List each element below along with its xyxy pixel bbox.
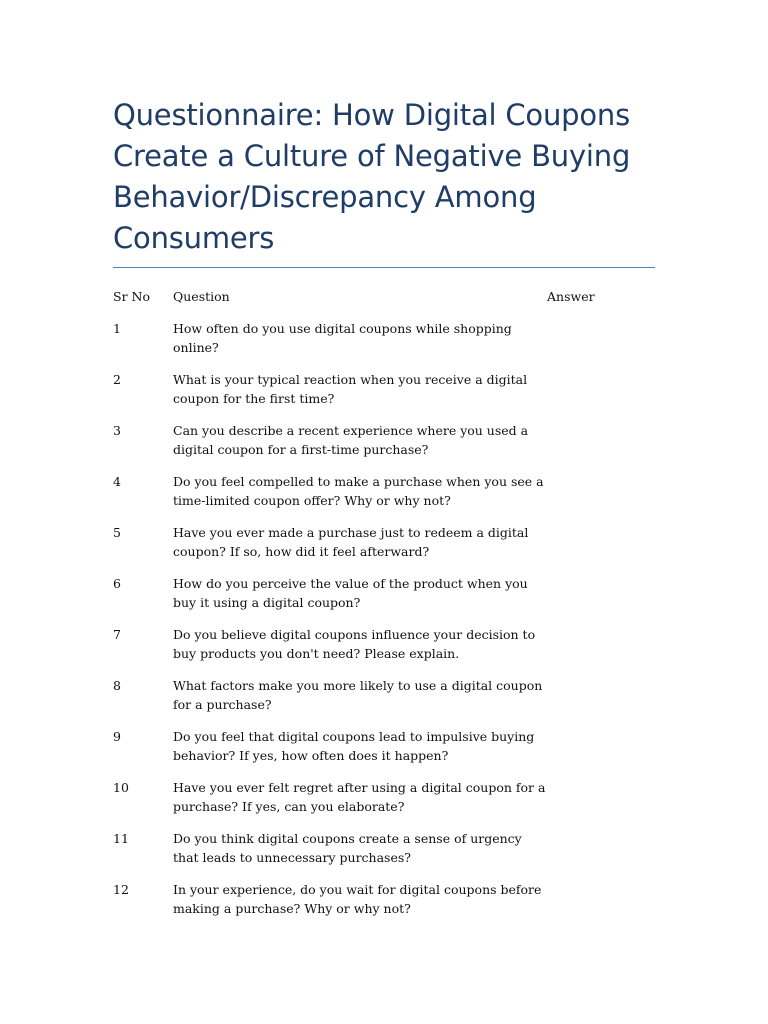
- row-question: Do you think digital coupons create a sense of urgency that leads to unnecessary purchases?: [173, 830, 522, 865]
- row-question: Do you feel compelled to make a purchase when you see a time-limited coupon offer? Why or why not?: [173, 473, 544, 508]
- row-answer[interactable]: [547, 472, 655, 523]
- table-row: [113, 370, 655, 421]
- row-question: Do you feel that digital coupons lead to impulsive buying behavior? If yes, how often does it happen?: [173, 728, 535, 763]
- row-answer[interactable]: [547, 625, 655, 676]
- row-question: Can you describe a recent experience where you used a digital coupon for a first-time purchase?: [173, 422, 529, 457]
- row-answer[interactable]: [547, 370, 655, 421]
- header-sr-no: Sr No: [113, 289, 150, 304]
- table-row: [113, 625, 655, 676]
- document-title: Questionnaire: How Digital Coupons Create a Culture of Negative Buying Behavior/Discrepancy Among Consumers: [113, 98, 631, 255]
- questionnaire-table: [113, 287, 655, 931]
- table-row: [113, 727, 655, 778]
- table-header-row: [113, 287, 655, 319]
- row-answer[interactable]: [547, 778, 655, 829]
- row-answer[interactable]: [547, 727, 655, 778]
- row-question: Do you believe digital coupons influence your decision to buy products you don't need? Please explain.: [173, 626, 536, 661]
- table-row: [113, 574, 655, 625]
- row-sr-no: 2: [113, 371, 121, 387]
- row-sr-no: 10: [113, 779, 129, 795]
- row-sr-no: 6: [113, 575, 121, 591]
- row-sr-no: 7: [113, 626, 121, 642]
- row-question: What factors make you more likely to use a digital coupon for a purchase?: [173, 677, 543, 712]
- row-sr-no: 9: [113, 728, 121, 744]
- row-question: Have you ever made a purchase just to redeem a digital coupon? If so, how did it feel afterward?: [173, 524, 529, 559]
- row-answer[interactable]: [547, 880, 655, 931]
- title-divider: [113, 267, 655, 268]
- row-sr-no: 3: [113, 422, 121, 438]
- row-answer[interactable]: [547, 319, 655, 370]
- row-answer[interactable]: [547, 421, 655, 472]
- row-question: What is your typical reaction when you receive a digital coupon for the first time?: [173, 371, 528, 406]
- row-answer[interactable]: [547, 523, 655, 574]
- row-answer[interactable]: [547, 574, 655, 625]
- table-row: [113, 829, 655, 880]
- header-question: Question: [173, 289, 230, 304]
- row-answer[interactable]: [547, 829, 655, 880]
- table-row: [113, 319, 655, 370]
- table-row: [113, 778, 655, 829]
- row-sr-no: 12: [113, 881, 129, 897]
- row-question: How often do you use digital coupons while shopping online?: [173, 320, 512, 355]
- document-page: [113, 95, 655, 931]
- header-answer: Answer: [547, 289, 595, 304]
- row-question: In your experience, do you wait for digital coupons before making a purchase? Why or why not?: [173, 881, 542, 916]
- table-row: [113, 880, 655, 931]
- table-row: [113, 523, 655, 574]
- row-answer[interactable]: [547, 676, 655, 727]
- row-sr-no: 11: [113, 830, 129, 846]
- row-sr-no: 8: [113, 677, 121, 693]
- row-sr-no: 5: [113, 524, 121, 540]
- row-sr-no: 4: [113, 473, 121, 489]
- table-row: [113, 676, 655, 727]
- table-row: [113, 472, 655, 523]
- table-row: [113, 421, 655, 472]
- row-question: How do you perceive the value of the product when you buy it using a digital coupon?: [173, 575, 528, 610]
- row-sr-no: 1: [113, 320, 121, 336]
- row-question: Have you ever felt regret after using a digital coupon for a purchase? If yes, can you elaborate?: [173, 779, 546, 814]
